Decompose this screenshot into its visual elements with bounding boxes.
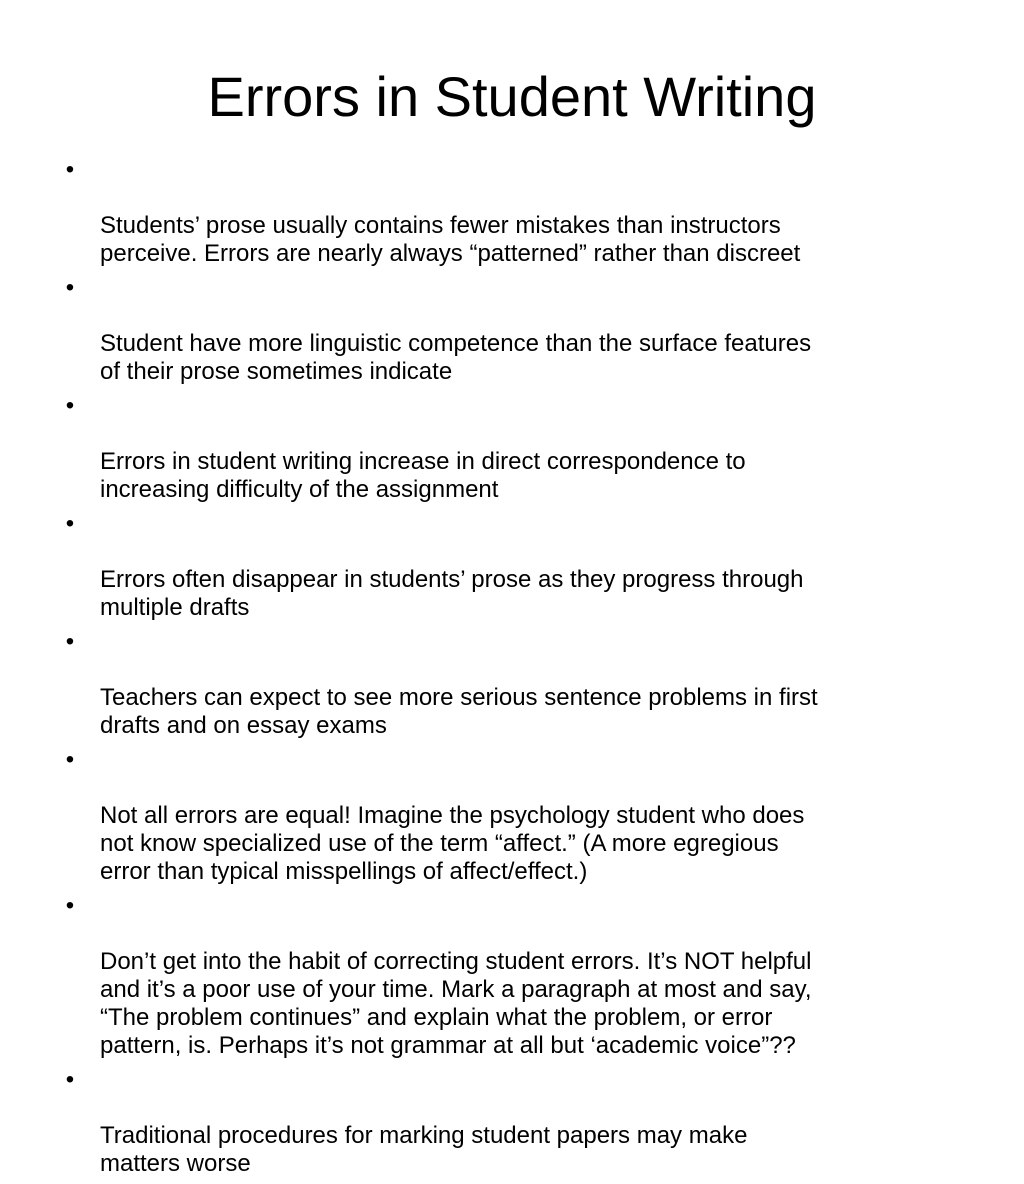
bullet-text: Don’t get into the habit of correcting student errors. It’s NOT helpful and it’s a poor use of your time. Mark a paragraph at most and say, “The problem continues” and explain what the problem, or error pattern, is. Perhaps it’s not grammar at all but ‘academic voice”?? — [100, 948, 812, 1059]
bullet-item — [60, 628, 960, 740]
bullet-item — [60, 746, 960, 886]
bullet-item — [60, 156, 960, 268]
bullet-text: Students’ prose usually contains fewer mistakes than instructors perceive. Errors are nearly always “patterned” rather than discreet — [100, 212, 801, 267]
bullet-marker: • — [65, 392, 75, 419]
bullet-text: Not all errors are equal! Imagine the psychology student who does not know specialized use of the term “affect.” (A more egregious error than typical misspellings of affect/effect.) — [100, 802, 805, 885]
bullet-text: Errors often disappear in students’ prose as they progress through multiple drafts — [100, 566, 804, 621]
bullet-marker: • — [65, 892, 75, 919]
bullet-item — [60, 392, 960, 504]
bullet-item — [60, 892, 960, 1060]
bullet-text: Teachers can expect to see more serious sentence problems in first drafts and on essay exams — [100, 684, 818, 739]
bullet-item — [60, 1066, 960, 1178]
bullet-marker: • — [65, 628, 75, 655]
bullet-text: Errors in student writing increase in direct correspondence to increasing difficulty of the assignment — [100, 448, 746, 503]
bullet-marker: • — [65, 510, 75, 537]
bullet-marker: • — [65, 274, 75, 301]
bullet-marker: • — [65, 1066, 75, 1093]
bullet-text: Student have more linguistic competence than the surface features of their prose sometimes indicate — [100, 330, 812, 385]
bullet-item — [60, 510, 960, 622]
bullet-list — [60, 156, 960, 1184]
bullet-text: Traditional procedures for marking student papers may make matters worse — [100, 1122, 748, 1177]
bullet-marker: • — [65, 156, 75, 183]
bullet-marker: • — [65, 746, 75, 773]
slide-title: Errors in Student Writing — [207, 65, 817, 128]
bullet-item — [60, 274, 960, 386]
